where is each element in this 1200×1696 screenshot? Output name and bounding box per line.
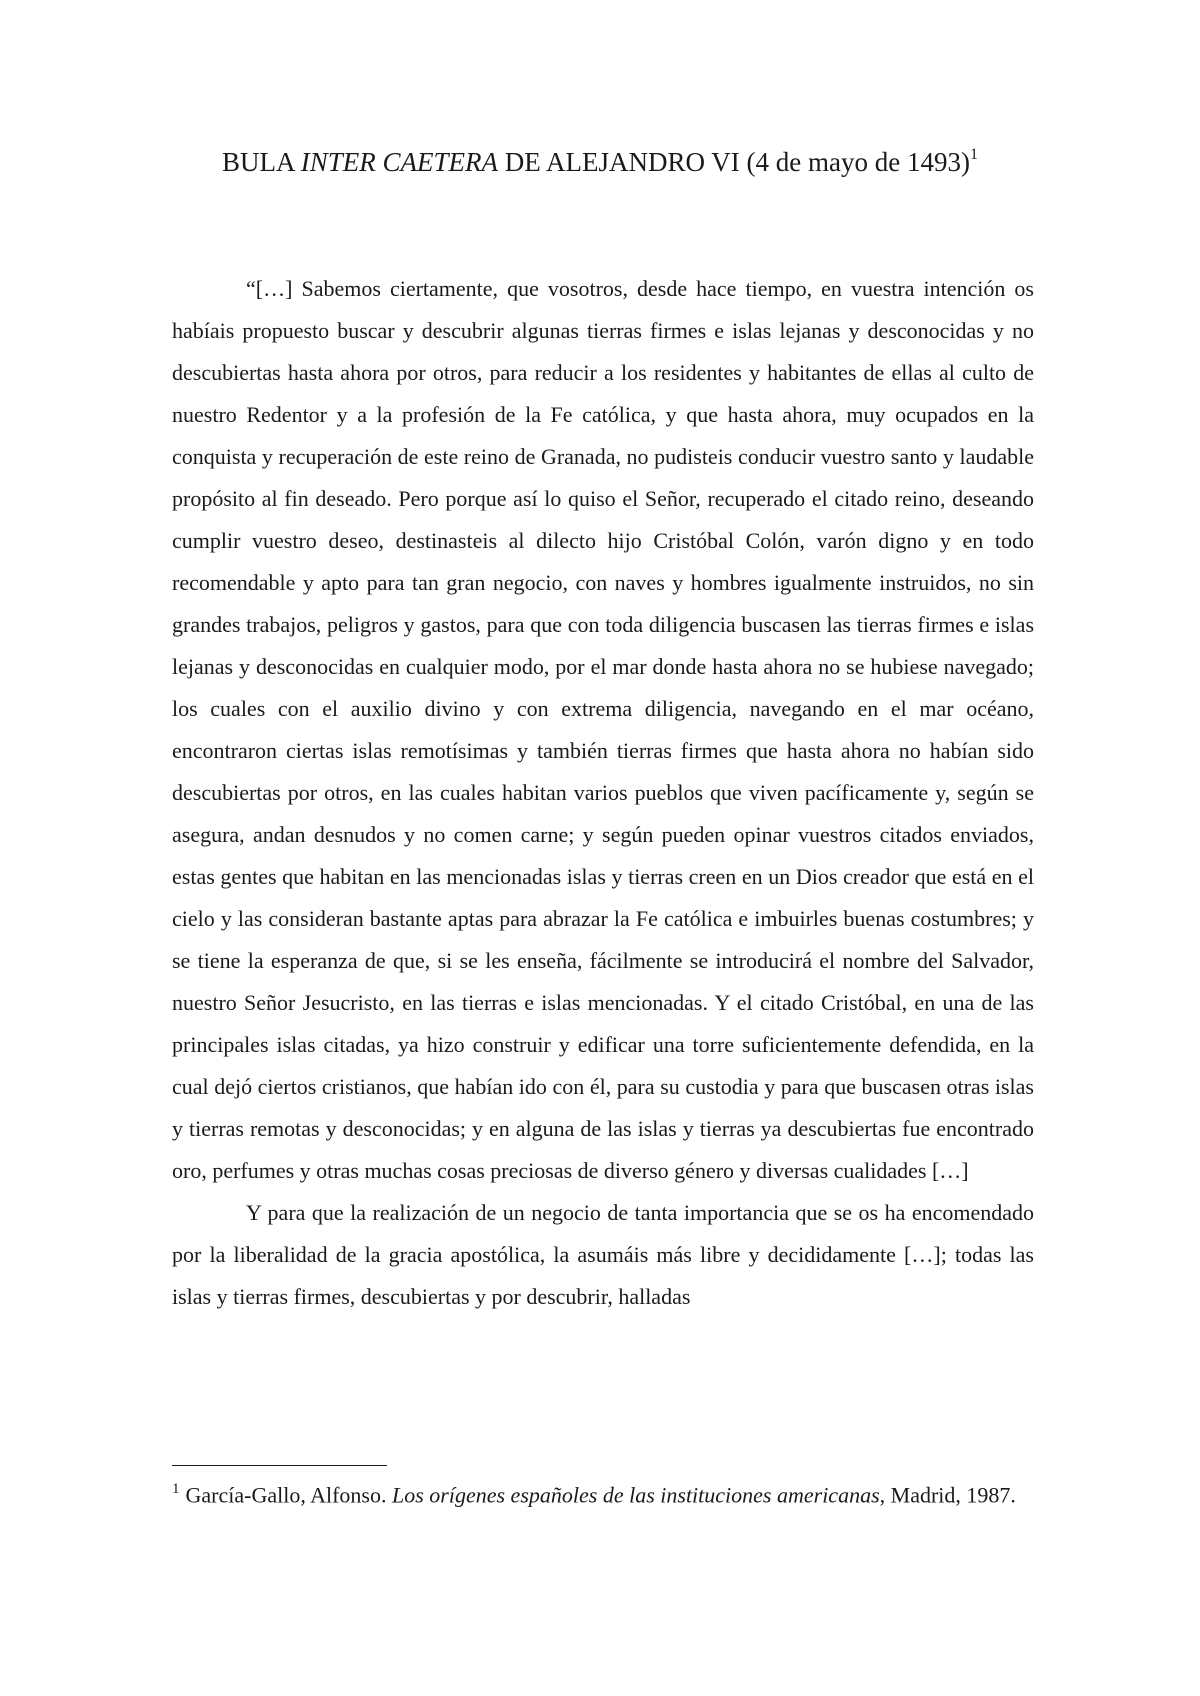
title-prefix: BULA (222, 147, 301, 177)
title-italic-name: INTER CAETERA (300, 147, 499, 177)
footnote-work-title: Los orígenes españoles de las instituciones americanas (392, 1482, 880, 1508)
document-title (0, 140, 1200, 179)
footnote-author: García-Gallo, Alfonso. (185, 1482, 392, 1508)
footnote (172, 1476, 1034, 1509)
title-suffix: DE ALEJANDRO VI (4 de mayo de 1493) (498, 147, 970, 177)
title-footnote-ref: 1 (969, 146, 978, 163)
footnote-separator (172, 1465, 387, 1466)
paragraph-1: “[…] Sabemos ciertamente, que vosotros, desde hace tiempo, en vuestra intención os habíais propuesto buscar y descubrir algunas tierras firmes e islas lejanas y desconocidas y no descubiertas hasta ahora por otros, para reducir a los residentes y habitantes de ellas al culto de nuestro Redentor y a la profesión de la Fe católica, y que hasta ahora, muy ocupados en la conquista y recuperación de este reino de Granada, no pudisteis conducir vuestro santo y laudable propósito al fin deseado. Pero porque así lo quiso el Señor, recuperado el citado reino, deseando cumplir vuestro deseo, destinasteis al dilecto hijo Cristóbal Colón, varón digno y en todo recomendable y apto para tan gran negocio, con naves y hombres igualmente instruidos, no sin grandes trabajos, peligros y gastos, para que con toda diligencia buscasen las tierras firmes e islas lejanas y desconocidas en cualquier modo, por el mar donde hasta ahora no se hubiese navegado; los cuales con el auxilio divino y con extrema diligencia, navegando en el mar océano, encontraron ciertas islas remotísimas y también tierras firmes que hasta ahora no habían sido descubiertas por otros, en las cuales habitan varios pueblos que viven pacíficamente y, según se asegura, andan desnudos y no comen carne; y según pueden opinar vuestros citados enviados, estas gentes que habitan en las mencionadas islas y tierras creen en un Dios creador que está en el cielo y las consideran bastante aptas para abrazar la Fe católica e imbuirles buenas costumbres; y se tiene la esperanza de que, si se les enseña, fácilmente se introducirá el nombre del Salvador, nuestro Señor Jesucristo, en las tierras e islas mencionadas. Y el citado Cristóbal, en una de las principales islas citadas, ya hizo construir y edificar una torre suficientemente defendida, en la cual dejó ciertos cristianos, que habían ido con él, para su custodia y para que buscasen otras islas y tierras remotas y desconocidas; y en alguna de las islas y tierras ya descubiertas fue encontrado oro, perfumes y otras muchas cosas preciosas de diverso género y diversas cualidades […] (172, 276, 1034, 1183)
footnote-publication: , Madrid, 1987. (879, 1482, 1016, 1508)
body-text (172, 268, 1034, 1318)
paragraph-2: Y para que la realización de un negocio de tanta importancia que se os ha encomendado por la liberalidad de la gracia apostólica, la asumáis más libre y decididamente […]; todas las islas y tierras firmes, descubiertas y por descubrir, halladas (172, 1200, 1034, 1309)
footnote-marker: 1 (172, 1481, 180, 1497)
